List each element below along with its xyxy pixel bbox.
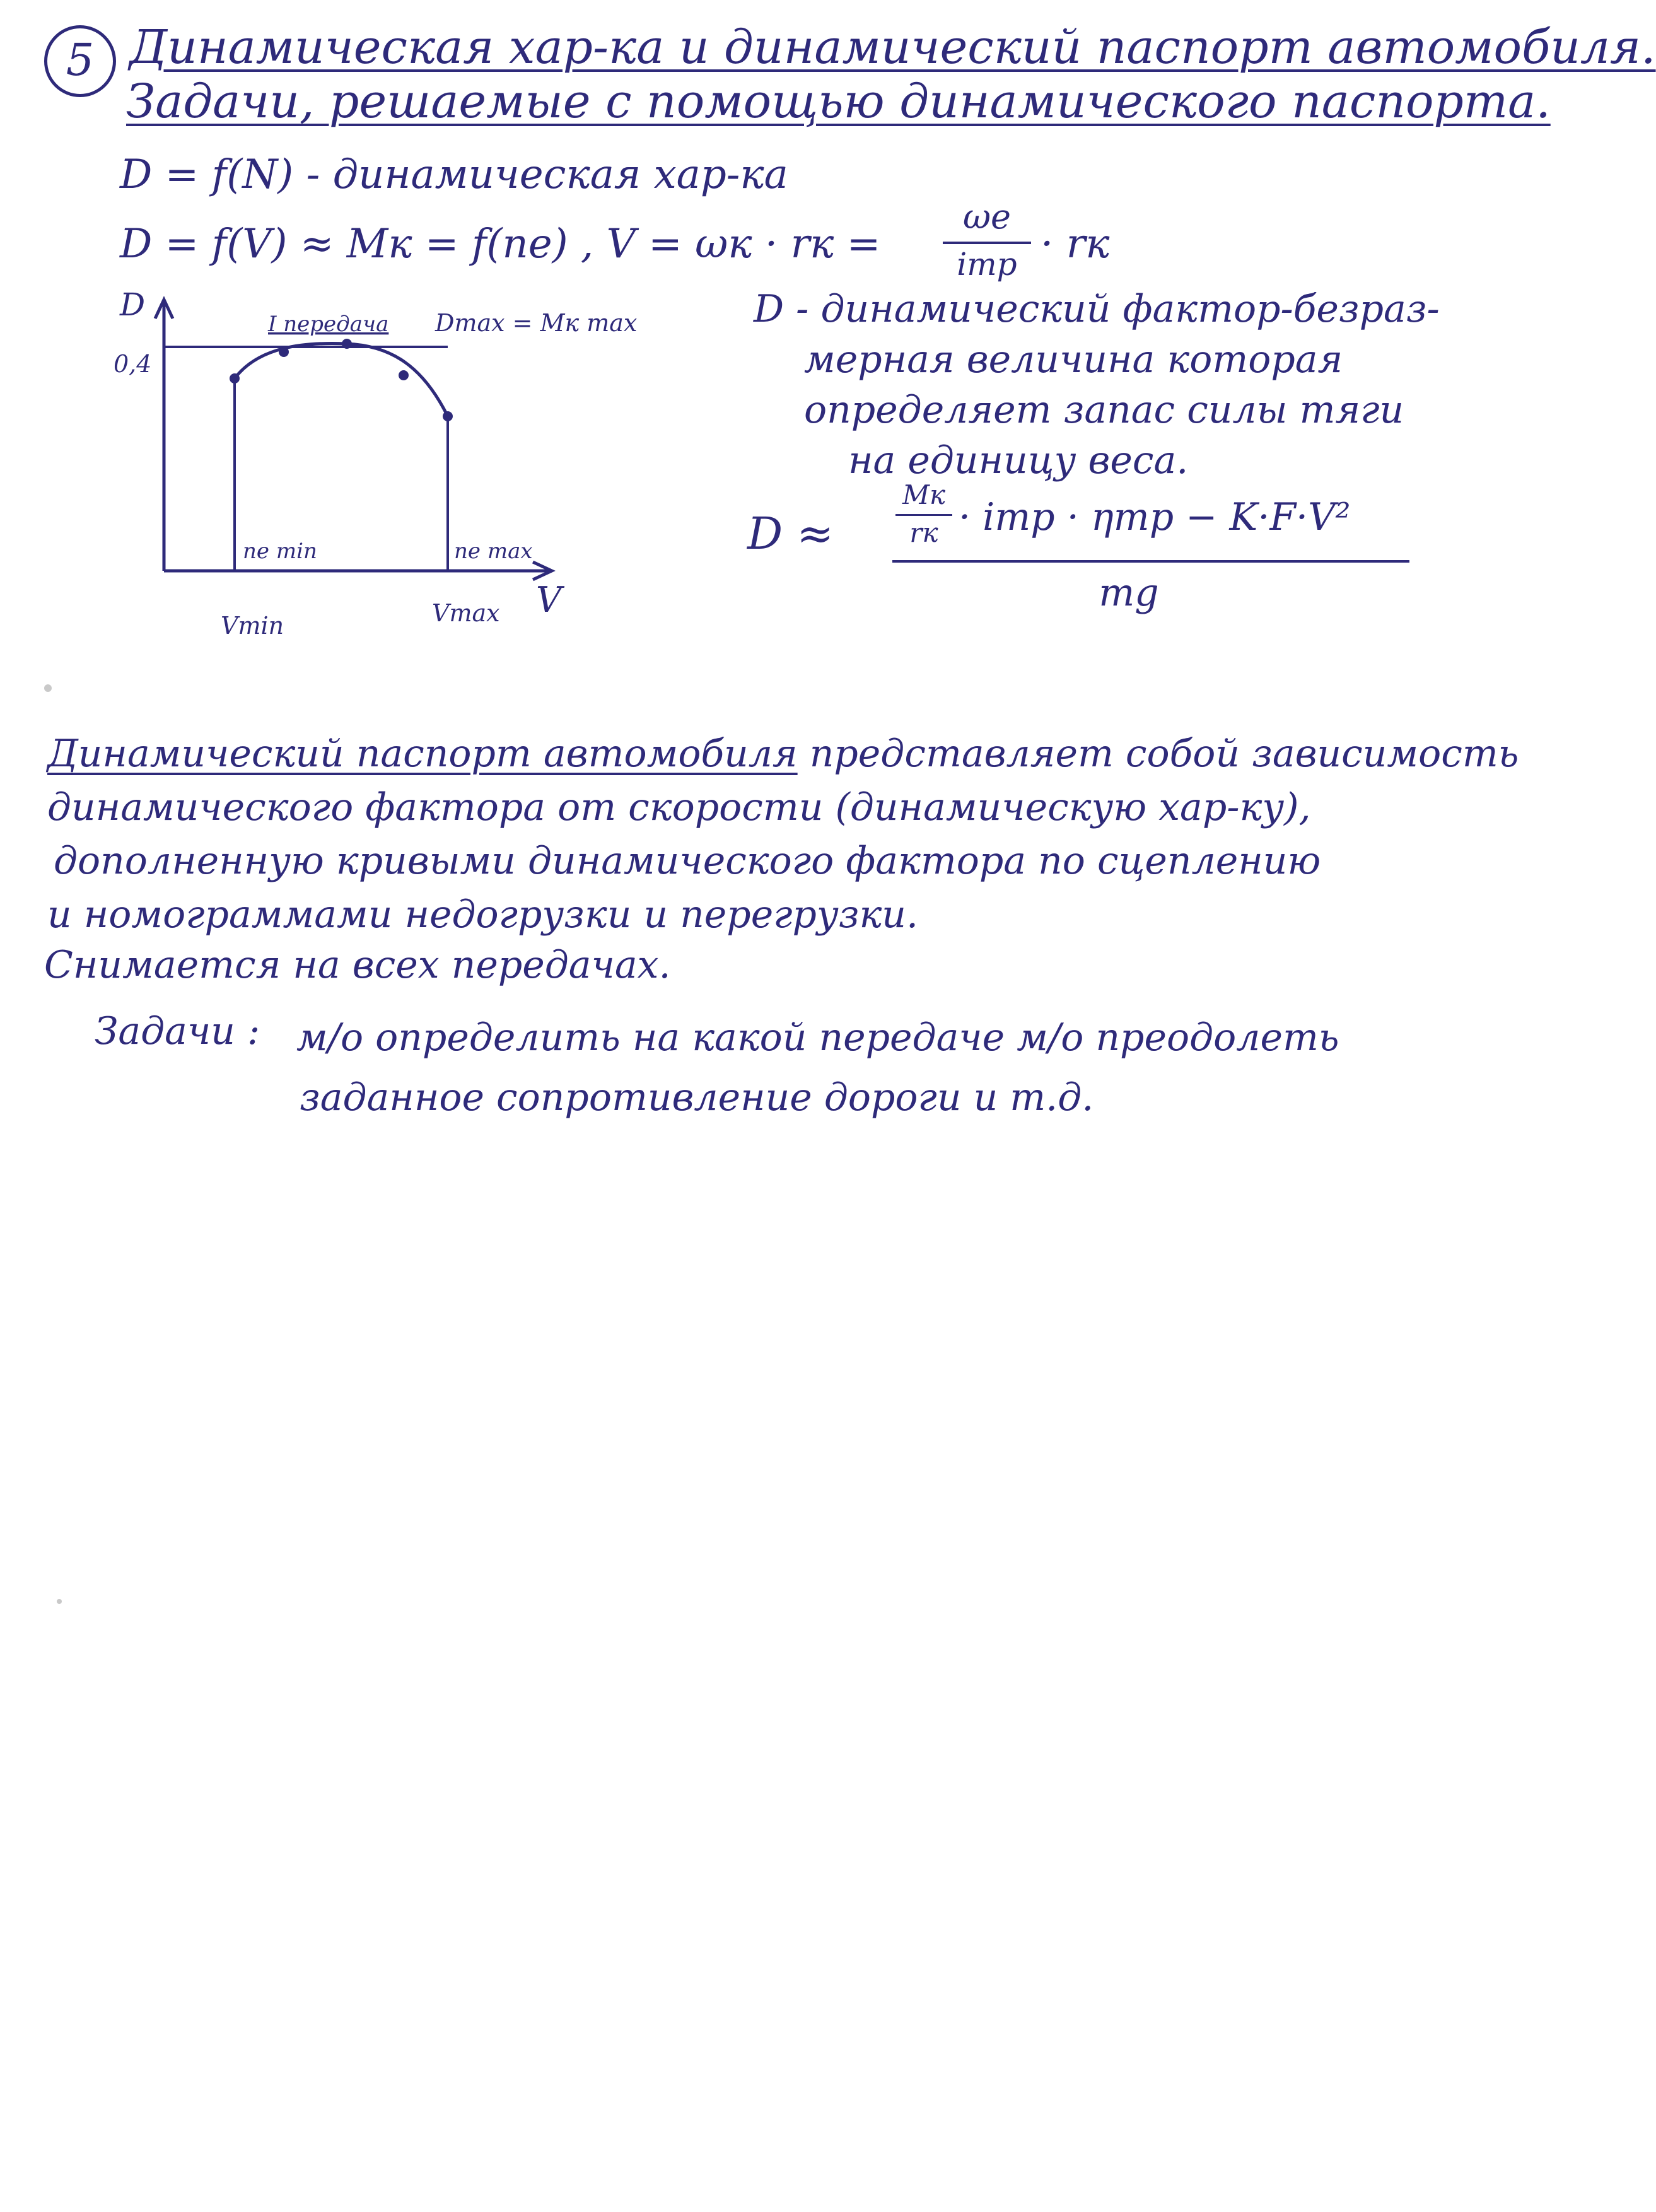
graph-point-5 [443,411,453,421]
d-formula-mk: Mк [902,479,946,510]
tasks-line-2: заданное сопротивление дороги и т.д. [300,1075,1094,1120]
d-formula-denominator: mg [1099,571,1159,615]
paragraph-line-1 [47,732,1519,776]
paragraph-line-2: динамического фактора от скорости (динамическую хар-ку), [47,785,1311,829]
graph-point-4 [399,370,409,380]
heading-line-1: Динамическая хар-ка и динамический паспорт автомобиля. [129,20,1656,74]
paragraph-line-1-rest: представляет собой зависимость [809,732,1519,776]
d-formula-numerator-tail: · iтр · ηтр − K·F·V² [959,495,1351,539]
scan-mark [57,1599,62,1604]
graph-nmax-label: ne max [454,539,533,564]
scan-dot [44,684,52,692]
d-formula-inner-bar [895,514,952,516]
graph-curve [235,343,448,416]
graph-point-1 [230,373,240,383]
heading-line-2: Задачи, решаемые с помощью динамического паспорта. [126,74,1551,129]
tasks-line-1: м/о определить на какой передаче м/о преодолеть [296,1015,1339,1060]
dynamic-characteristic-graph [95,271,638,650]
graph-gear-label: I передача [268,312,389,337]
graph-point-3 [342,339,352,349]
paragraph-line-5: Снимается на всех передачах. [44,943,671,987]
velocity-fraction-numerator: ωe [963,197,1011,237]
definition-line-3: определяет запас силы тяги [804,388,1404,432]
formula-velocity: D = f(V) ≈ Mк = f(ne) , V = ωк · rк = [120,221,881,267]
graph-vmax-label: Vmax [432,599,500,627]
velocity-fraction-denominator: iтр [957,246,1017,283]
graph-nmin-label: ne min [243,539,317,564]
section-number: 5 [44,25,116,97]
velocity-fraction-bar [943,242,1031,244]
definition-line-2: мерная величина которая [804,337,1343,382]
graph-x-label: V [536,580,562,621]
graph-vmin-label: Vmin [221,612,284,640]
graph-y-label: D [120,286,146,323]
graph-point-2 [279,347,289,357]
d-formula-main-bar [892,560,1409,563]
d-formula-lhs: D ≈ [747,508,834,559]
paragraph-line-3: дополненную кривыми динамического фактора по сцеплению [54,839,1321,883]
graph-y-tick: 0,4 [114,350,152,378]
paragraph-line-4: и номограммами недогрузки и перегрузки. [47,892,919,937]
term-dynamic-passport: Динамический паспорт автомобиля [47,732,798,776]
definition-line-1: D - динамический фактор-безраз- [754,287,1440,331]
d-formula-rk: rк [909,517,938,548]
tasks-label: Задачи : [95,1009,260,1053]
definition-line-4: на единицу веса. [848,438,1189,483]
velocity-formula-tail: · rк [1041,221,1110,267]
graph-max-label: Dmax = Mк max [435,309,638,337]
formula-dynamic-characteristic: D = f(N) - динамическая хар-ка [120,151,788,198]
